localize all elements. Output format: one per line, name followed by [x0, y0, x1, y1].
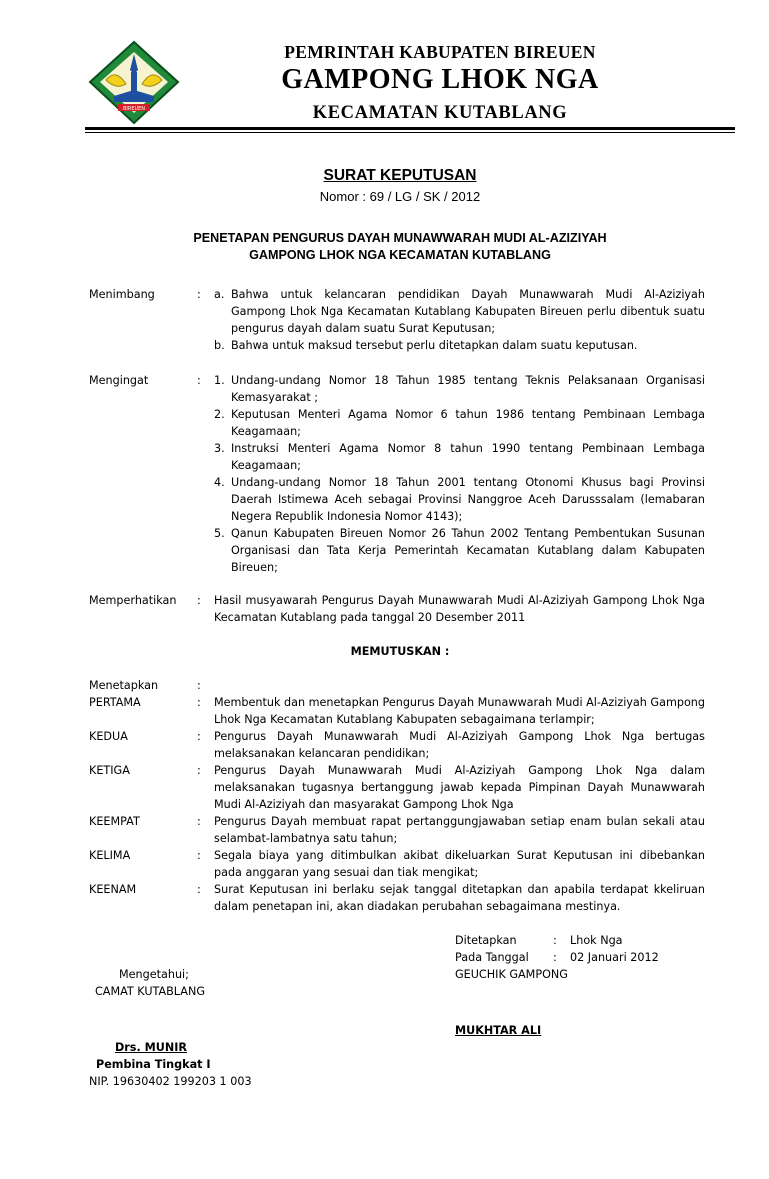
menimbang-item-b: Bahwa untuk maksud tersebut perlu ditetapkan dalam suatu keputusan. — [231, 339, 638, 352]
ditetapkan-label: Ditetapkan — [455, 934, 517, 947]
pertama-label: PERTAMA — [89, 696, 141, 709]
kelima-label: KELIMA — [89, 849, 131, 862]
subject-line-1: PENETAPAN PENGURUS DAYAH MUNAWWARAH MUDI AL-AZIZIYAH — [193, 231, 607, 245]
menimbang-marker-a: a. — [214, 288, 225, 301]
subject-line-2: GAMPONG LHOK NGA KECAMATAN KUTABLANG — [249, 248, 551, 262]
keempat-text: Pengurus Dayah membuat rapat pertanggungjawaban setiap enam bulan sekali atau selambat-lambatnya satu tahun; — [214, 815, 705, 845]
mengingat-item-1: Undang-undang Nomor 18 Tahun 1985 tentang Teknis Pelaksanaan Organisasi Kemasyarakat ; — [231, 374, 705, 404]
ketiga-label: KETIGA — [89, 764, 130, 777]
mengingat-marker-3: 3. — [214, 442, 225, 455]
camat-name: Drs. MUNIR — [115, 1041, 187, 1054]
letterhead-line-2: GAMPONG LHOK NGA — [281, 64, 599, 95]
keenam-text: Surat Keputusan ini berlaku sejak tanggal ditetapkan dan apabila terdapat kkeliruan dalam penetapan ini, akan diadakan perubahan sebagaimana mestinya. — [214, 883, 705, 913]
keenam-label: KEENAM — [89, 883, 137, 896]
bireuen-emblem-icon — [88, 40, 180, 125]
mengingat-item-5: Qanun Kabupaten Bireuen Nomor 26 Tahun 2002 Tentang Pembentukan Susunan Organisasi dan Tata Kerja Pemerintah Kecamatan Kutablang dalam Kabupaten Bireuen; — [231, 527, 705, 574]
memperhatikan-text: Hasil musyawarah Pengurus Dayah Munawwarah Mudi Al-Aziziyah Gampong Lhok Nga Kecamatan Kutablang pada tanggal 20 Desember 2011 — [214, 594, 705, 624]
letterhead-line-3: KECAMATAN KUTABLANG — [312, 103, 568, 123]
memperhatikan-colon: : — [197, 594, 201, 607]
tanggal-label: Pada Tanggal — [455, 951, 529, 964]
menetapkan-label: Menetapkan — [89, 679, 159, 692]
mengingat-colon: : — [197, 374, 201, 387]
mengingat-item-3: Instruksi Menteri Agama Nomor 8 tahun 1990 tentang Pembinaan Lembaga Keagamaan; — [231, 442, 705, 472]
menimbang-item-a: Bahwa untuk kelancaran pendidikan Dayah Munawwarah Mudi Al-Aziziyah Gampong Lhok Nga Kecamatan Kutablang Kabupaten Bireuen perlu dibentuk suatu pengurus dayah dalam suatu Surat Keputusan; — [231, 288, 705, 335]
camat-rank: Pembina Tingkat I — [96, 1058, 211, 1071]
menimbang-label: Menimbang — [89, 288, 155, 301]
kedua-label: KEDUA — [89, 730, 128, 743]
mengetahui-heading: Mengetahui; — [119, 968, 189, 981]
mengingat-label: Mengingat — [89, 374, 149, 387]
ketiga-text: Pengurus Dayah Munawwarah Mudi Al-Aziziyah Gampong Lhok Nga dalam melaksanakan tugasnya bertanggung jawab kepada Pimpinan Dayah Munawwarah Mudi Al-Aziziyah dan masyarakat Gampong Lhok Nga — [214, 764, 705, 811]
keempat-label: KEEMPAT — [89, 815, 140, 828]
tanggal-colon: : — [553, 951, 557, 964]
kedua-text: Pengurus Dayah Munawwarah Mudi Al-Aziziyah Gampong Lhok Nga bertugas melaksanakan kelancaran pendidikan; — [214, 730, 705, 760]
document-title: SURAT KEPUTUSAN — [323, 167, 477, 184]
kelima-text: Segala biaya yang ditimbulkan akibat dikeluarkan Surat Keputusan ini dibebankan pada anggaran yang sesuai dan tiak mengikat; — [214, 849, 705, 879]
kelima-colon: : — [197, 849, 201, 862]
mengingat-item-2: Keputusan Menteri Agama Nomor 6 tahun 1986 tentang Pembinaan Lembaga Keagamaan; — [231, 408, 705, 438]
mengingat-marker-4: 4. — [214, 476, 225, 489]
menetapkan-colon: : — [197, 679, 201, 692]
memutuskan-heading: MEMUTUSKAN : — [350, 645, 450, 658]
menimbang-colon: : — [197, 288, 201, 301]
mengingat-marker-2: 2. — [214, 408, 225, 421]
geuchik-name: MUKHTAR ALI — [455, 1024, 542, 1037]
keempat-colon: : — [197, 815, 201, 828]
letterhead-rule-thick — [85, 127, 735, 130]
camat-title: CAMAT KUTABLANG — [95, 985, 205, 998]
mengingat-item-4: Undang-undang Nomor 18 Tahun 2001 tentang Otonomi Khusus bagi Provinsi Daerah Istimewa Aceh sebagai Provinsi Nanggroe Aceh Darusssalam (lemabaran Negera Republik Indonesia Nomor 4143); — [231, 476, 705, 523]
tanggal-value: 02 Januari 2012 — [570, 951, 659, 964]
camat-nip: NIP. 19630402 199203 1 003 — [89, 1075, 252, 1088]
letterhead-rule-thin — [85, 132, 735, 133]
mengingat-marker-1: 1. — [214, 374, 225, 387]
svg-text:BIREUEN: BIREUEN — [122, 106, 146, 112]
kedua-colon: : — [197, 730, 201, 743]
letterhead-line-1: PEMRINTAH KABUPATEN BIREUEN — [284, 42, 596, 62]
keenam-colon: : — [197, 883, 201, 896]
document-number: Nomor : 69 / LG / SK / 2012 — [319, 189, 481, 204]
menimbang-marker-b: b. — [214, 339, 225, 352]
ditetapkan-colon: : — [553, 934, 557, 947]
mengingat-marker-5: 5. — [214, 527, 225, 540]
regency-logo — [88, 40, 180, 125]
ditetapkan-value: Lhok Nga — [570, 934, 623, 947]
ketiga-colon: : — [197, 764, 201, 777]
pertama-text: Membentuk dan menetapkan Pengurus Dayah Munawwarah Mudi Al-Aziziyah Gampong Lhok Nga Kecamatan Kutablang Kabupaten sebagaimana terlampir; — [214, 696, 705, 726]
pertama-colon: : — [197, 696, 201, 709]
geuchik-title: GEUCHIK GAMPONG — [455, 968, 568, 981]
memperhatikan-label: Memperhatikan — [89, 594, 177, 607]
